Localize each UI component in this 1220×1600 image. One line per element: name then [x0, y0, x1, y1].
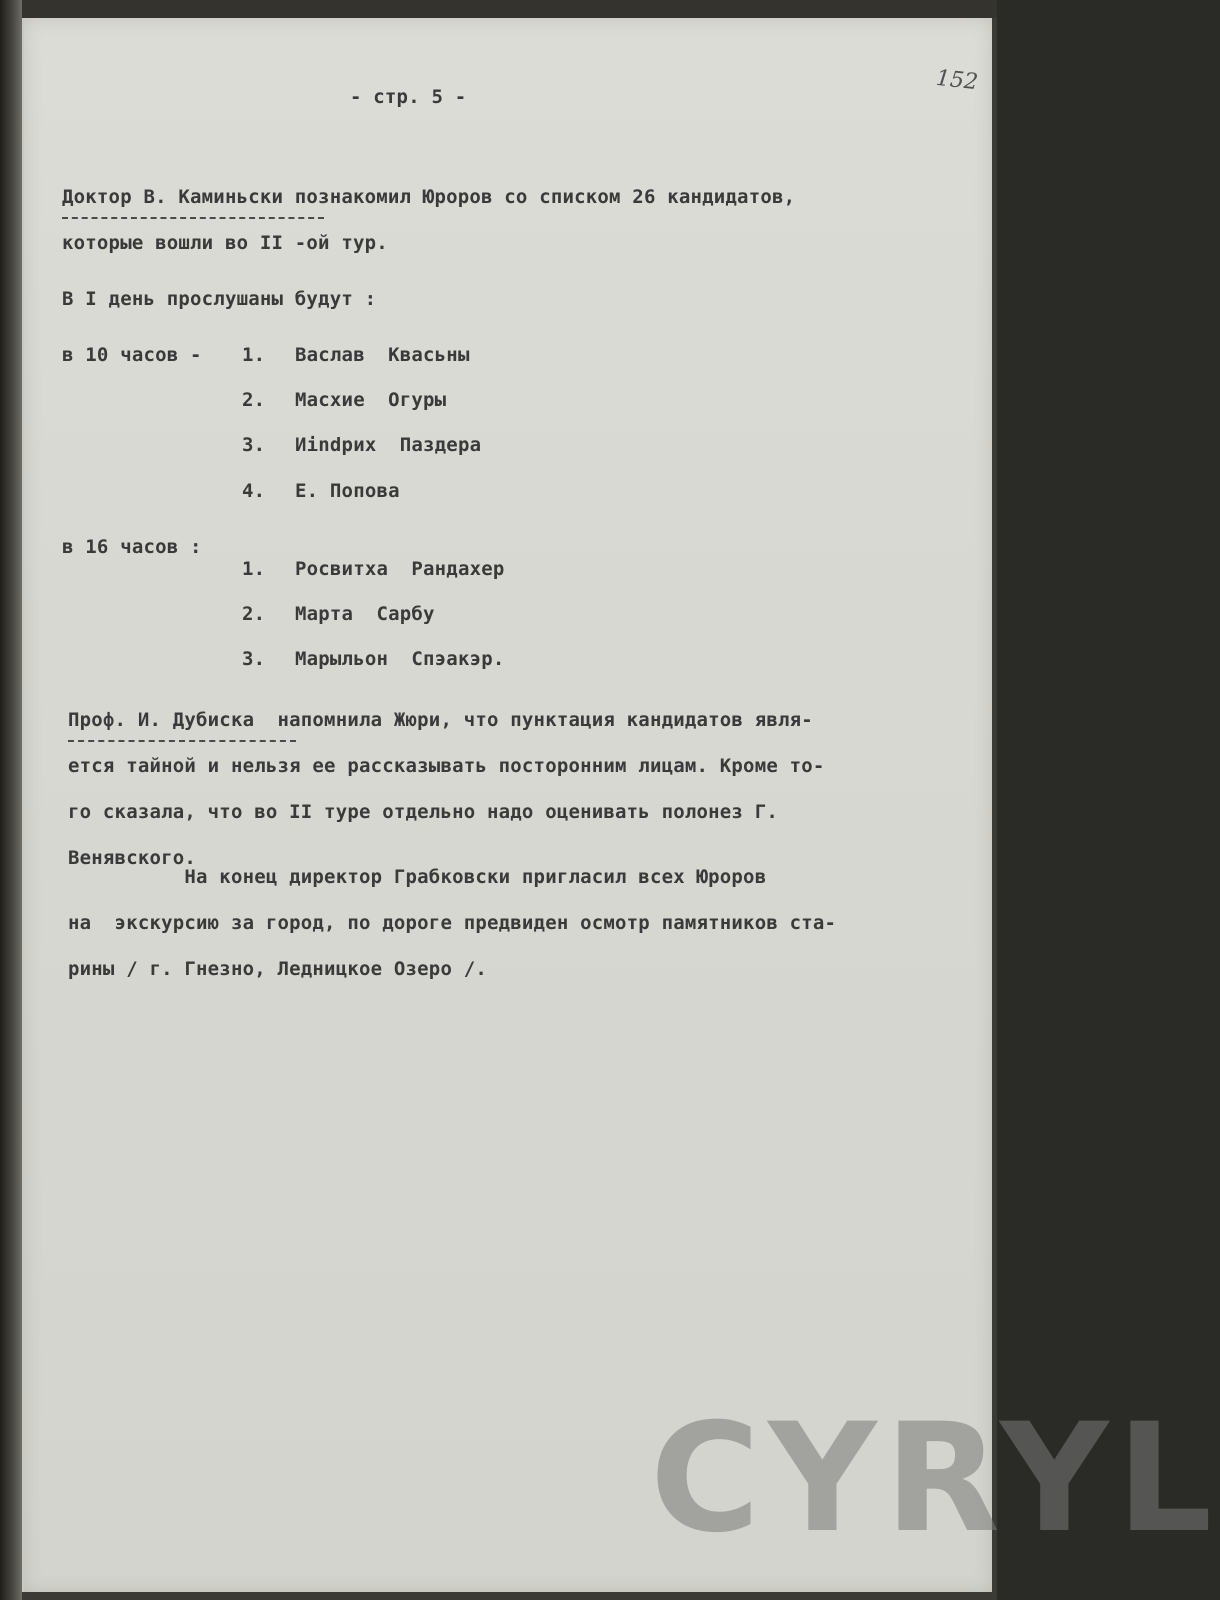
group2-item-name: Марыльон Спэакэр.: [295, 648, 505, 670]
paragraph-line: го сказала, что во II туре отдельно надо оценивать полонез Г.: [68, 801, 778, 823]
top-edge: [22, 0, 997, 18]
paragraph-line: На конец директор Грабковски пригласил всех Юроров: [68, 866, 767, 888]
paragraph-line: рины / г. Гнезно, Ледницкое Озеро /.: [68, 958, 488, 980]
line-second-round: которые вошли во II -ой тур.: [62, 232, 388, 254]
group1-item-name: Васлав Квасьны: [295, 344, 470, 366]
paragraph-line: ется тайной и нельзя ее рассказывать посторонним лицам. Кроме то-: [68, 755, 825, 777]
paragraph-line: Проф. И. Дубиска напомнила Жюри, что пунктация кандидатов явля-: [68, 709, 813, 731]
group1-item-name: Масхие Огуры: [295, 389, 447, 411]
group1-item-name: Е. Попова: [295, 480, 400, 502]
group2-item-num: 3.: [242, 648, 266, 670]
group2-item-name: Марта Сарбу: [295, 603, 435, 625]
document-page: [22, 18, 992, 1592]
paragraph-line: Венявского.: [68, 847, 197, 869]
underline-kaminski: [62, 217, 324, 219]
paragraph-line: на экскурсию за город, по дороге предвиден осмотр памятников ста-: [68, 912, 837, 934]
group2-item-name: Росвитха Рандахер: [295, 558, 505, 580]
group1-time: в 10 часов -: [62, 344, 202, 366]
page-header: - стр. 5 -: [350, 86, 467, 108]
group1-item-num: 3.: [242, 434, 266, 456]
archive-number: 152: [934, 65, 980, 96]
cyryl-watermark: CYRYL: [650, 1392, 1220, 1566]
binding-edge: [0, 0, 22, 1600]
group1-item-num: 1.: [242, 344, 266, 366]
group2-item-num: 1.: [242, 558, 266, 580]
line-intro: Доктор В. Каминьски познакомил Юроров со списком 26 кандидатов,: [62, 186, 796, 208]
group2-item-num: 2.: [242, 603, 266, 625]
underline-dubiska: [68, 740, 296, 742]
group1-item-num: 2.: [242, 389, 266, 411]
group2-time: в 16 часов :: [62, 536, 202, 558]
line-first-day: В I день прослушаны будут :: [62, 288, 377, 310]
group1-item-name: Иindрих Паздера: [295, 434, 482, 456]
group1-item-num: 4.: [242, 480, 266, 502]
